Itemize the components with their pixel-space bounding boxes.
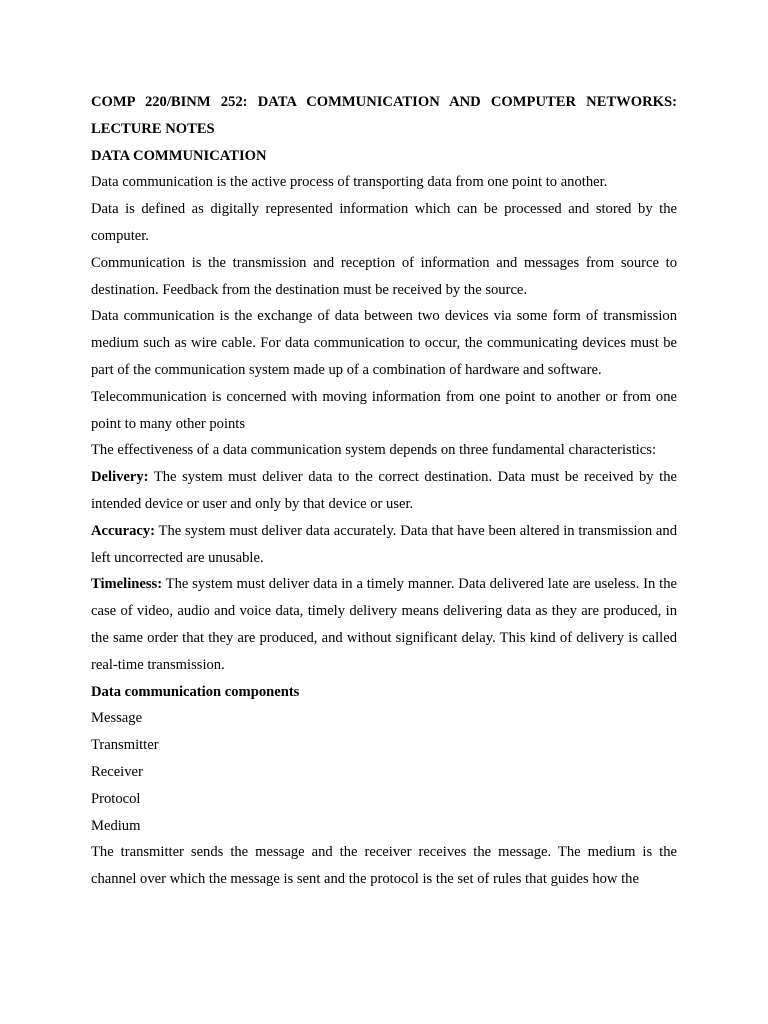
paragraph: Telecommunication is concerned with moving information from one point to another or from one point to many other points [91,388,677,432]
closing-paragraph: The transmitter sends the message and the receiver receives the message. The medium is the channel over which the message is sent and the protocol is the set of rules that guides how the [91,844,677,888]
characteristic-term: Delivery: [91,469,149,486]
section-heading: DATA COMMUNICATION [91,147,267,164]
characteristic-text: The system must deliver data accurately. Data that have been altered in transmission and left uncorrected are unusable. [91,522,677,566]
characteristic-term: Timeliness: [91,576,163,593]
component-item: Message [91,710,143,727]
characteristic-delivery [91,464,677,518]
component-item: Transmitter [91,737,159,754]
characteristic-text: The system must deliver data to the correct destination. Data must be received by the intended device or user and only by that device or user. [91,469,677,512]
paragraph: The effectiveness of a data communication system depends on three fundamental characteristics: [91,442,657,459]
characteristic-timeliness [91,571,677,678]
component-item: Receiver [91,763,143,780]
characteristic-term: Accuracy: [91,522,156,539]
document-title-line2: LECTURE NOTES [91,120,215,137]
characteristic-text: The system must deliver data in a timely manner. Data delivered late are useless. In the case of video, audio and voice data, timely delivery means delivering data as they are produced, in the same order that they are produced, and without significant delay. This kind of delivery is called real-time transmission. [91,576,677,673]
components-heading: Data communication components [91,683,300,700]
component-item: Protocol [91,790,141,807]
paragraph: Data is defined as digitally represented information which can be processed and stored by the computer. [91,201,677,244]
document-title [91,89,677,143]
component-item: Medium [91,817,141,834]
paragraph: Data communication is the active process of transporting data from one point to another. [91,174,608,191]
characteristic-accuracy [91,518,677,572]
document-page [91,89,677,893]
paragraph: Data communication is the exchange of data between two devices via some form of transmission medium such as wire cable. For data communication to occur, the communicating devices must be part of the communication system made up of a combination of hardware and software. [91,308,677,378]
paragraph: Communication is the transmission and reception of information and messages from source to destination. Feedback from the destination must be received by the source. [91,254,677,298]
document-title-line1: COMP 220/BINM 252: DATA COMMUNICATION AND COMPUTER NETWORKS: [91,94,677,110]
